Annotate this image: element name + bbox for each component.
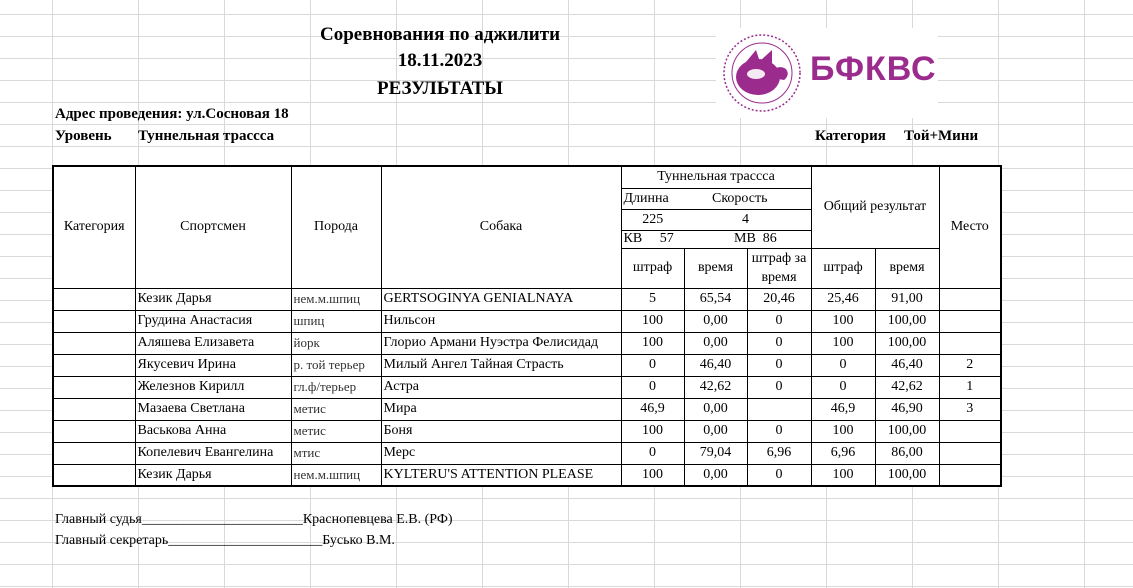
col-total-header: Общий результат [811,166,939,248]
cell-total-time: 100,00 [875,464,939,486]
col-speed-header: Скорость [684,188,811,209]
cell-breed: метис [291,420,381,442]
cell-dog: Астра [381,376,621,398]
cell-penalty: 46,9 [621,398,684,420]
cell-dog: Мира [381,398,621,420]
cell-dog: Боня [381,420,621,442]
results-table [52,165,1002,487]
speed-value: 4 [684,209,811,230]
cell-penalty: 0 [621,354,684,376]
col-dog-header: Собака [381,166,621,288]
mv-cell [684,230,811,248]
table-row [53,332,1001,354]
table-row [53,464,1001,486]
cell-time-penalty: 0 [747,310,811,332]
cell-total-penalty: 100 [811,332,875,354]
cell-total-penalty: 25,46 [811,288,875,310]
cell-category [53,310,135,332]
cell-time: 42,62 [684,376,747,398]
col-length-header: Длинна [621,188,684,209]
cell-place: 1 [939,376,1001,398]
col-breed-header: Порода [291,166,381,288]
table-row [53,310,1001,332]
cell-category [53,376,135,398]
cell-time: 0,00 [684,332,747,354]
cell-penalty: 100 [621,310,684,332]
col-time-header: время [684,248,747,288]
cell-time: 79,04 [684,442,747,464]
cell-place: 3 [939,398,1001,420]
col-penalty-header: штраф [621,248,684,288]
cell-penalty: 0 [621,442,684,464]
cell-penalty: 100 [621,420,684,442]
cell-dog: Милый Ангел Тайная Страсть [381,354,621,376]
cell-athlete: Кезик Дарья [135,288,291,310]
cell-time-penalty: 0 [747,332,811,354]
cell-breed: шпиц [291,310,381,332]
col-athlete-header: Спортсмен [135,166,291,288]
col-category-header: Категория [53,166,135,288]
cell-athlete: Кезик Дарья [135,464,291,486]
cell-time: 0,00 [684,420,747,442]
cell-athlete: Грудина Анастасия [135,310,291,332]
bfkvs-emblem-icon [716,28,810,118]
table-row [53,442,1001,464]
table-row [53,354,1001,376]
table-row [53,420,1001,442]
cell-total-time: 91,00 [875,288,939,310]
cell-category [53,442,135,464]
doc-date: 18.11.2023 [397,50,483,71]
cell-place [939,310,1001,332]
cell-dog: Нильсон [381,310,621,332]
cell-time-penalty: 0 [747,376,811,398]
cell-total-time: 100,00 [875,420,939,442]
cell-category [53,354,135,376]
cell-dog: GERTSOGINYA GENIALNAYA [381,288,621,310]
logo-text: БФКВС [810,50,937,88]
category-label: Категория [815,128,886,144]
cell-athlete: Якусевич Ирина [135,354,291,376]
col-time-penalty-header: штраф за время [747,248,811,288]
cell-place [939,420,1001,442]
table-row [53,376,1001,398]
cell-category [53,288,135,310]
cell-total-penalty: 46,9 [811,398,875,420]
chief-judge: Главный судья_______________________Краснопевцева Е.В. (РФ) [55,512,453,527]
cell-place: 2 [939,354,1001,376]
cell-time: 0,00 [684,464,747,486]
cell-time-penalty [747,398,811,420]
cell-total-time: 42,62 [875,376,939,398]
cell-time-penalty: 6,96 [747,442,811,464]
col-total-time-header: время [875,248,939,288]
cell-total-time: 46,90 [875,398,939,420]
cell-total-penalty: 100 [811,464,875,486]
cell-breed: нем.м.шпиц [291,288,381,310]
length-value: 225 [621,209,684,230]
col-place-header: Место [939,166,1001,288]
cell-place [939,288,1001,310]
cell-category [53,420,135,442]
cell-breed: йорк [291,332,381,354]
doc-results-heading: РЕЗУЛЬТАТЫ [377,78,503,99]
cell-total-time: 100,00 [875,310,939,332]
cell-total-time: 86,00 [875,442,939,464]
cell-time-penalty: 0 [747,354,811,376]
cell-total-penalty: 100 [811,310,875,332]
level-value: Туннельная трассса [138,128,275,144]
kv-label: КВ [623,231,643,246]
cell-time: 65,54 [684,288,747,310]
cell-penalty: 5 [621,288,684,310]
cell-breed: нем.м.шпиц [291,464,381,486]
cell-penalty: 0 [621,376,684,398]
cell-time-penalty: 20,46 [747,288,811,310]
cell-category [53,464,135,486]
cell-category [53,398,135,420]
cell-time-penalty: 0 [747,464,811,486]
cell-dog: Мерс [381,442,621,464]
cell-penalty: 100 [621,464,684,486]
chief-secretary: Главный секретарь______________________Бусько В.М. [55,533,395,548]
cell-total-time: 46,40 [875,354,939,376]
cell-athlete: Железнов Кирилл [135,376,291,398]
cell-athlete: Копелевич Евангелина [135,442,291,464]
table-row [53,398,1001,420]
cell-breed: гл.ф/терьер [291,376,381,398]
table-row [53,288,1001,310]
cell-breed: мтис [291,442,381,464]
bfkvs-logo [716,28,938,118]
level-label: Уровень [55,128,112,144]
cell-place [939,464,1001,486]
category-value: Той+Мини [904,128,979,144]
cell-total-penalty: 0 [811,376,875,398]
mv-label: МВ [734,231,756,246]
cell-time: 0,00 [684,310,747,332]
cell-total-penalty: 6,96 [811,442,875,464]
cell-dog: Глорио Армани Нуэстра Фелисидад [381,332,621,354]
cell-athlete: Васькова Анна [135,420,291,442]
address: Адрес проведения: ул.Сосновая 18 [55,106,289,122]
kv-cell [621,230,684,248]
cell-penalty: 100 [621,332,684,354]
cell-time: 0,00 [684,398,747,420]
mv-value: 86 [762,231,777,246]
cell-place [939,332,1001,354]
cell-breed: р. той терьер [291,354,381,376]
cell-category [53,332,135,354]
cell-total-penalty: 100 [811,420,875,442]
cell-total-penalty: 0 [811,354,875,376]
cell-dog: KYLTERU'S ATTENTION PLEASE [381,464,621,486]
cell-time-penalty: 0 [747,420,811,442]
col-total-penalty-header: штраф [811,248,875,288]
cell-place [939,442,1001,464]
cell-total-time: 100,00 [875,332,939,354]
kv-value: 57 [659,231,674,246]
doc-title: Соревнования по аджилити [319,24,561,45]
cell-athlete: Аляшева Елизавета [135,332,291,354]
cell-breed: метис [291,398,381,420]
cell-time: 46,40 [684,354,747,376]
col-track-header: Туннельная трассса [621,166,811,188]
cell-athlete: Мазаева Светлана [135,398,291,420]
